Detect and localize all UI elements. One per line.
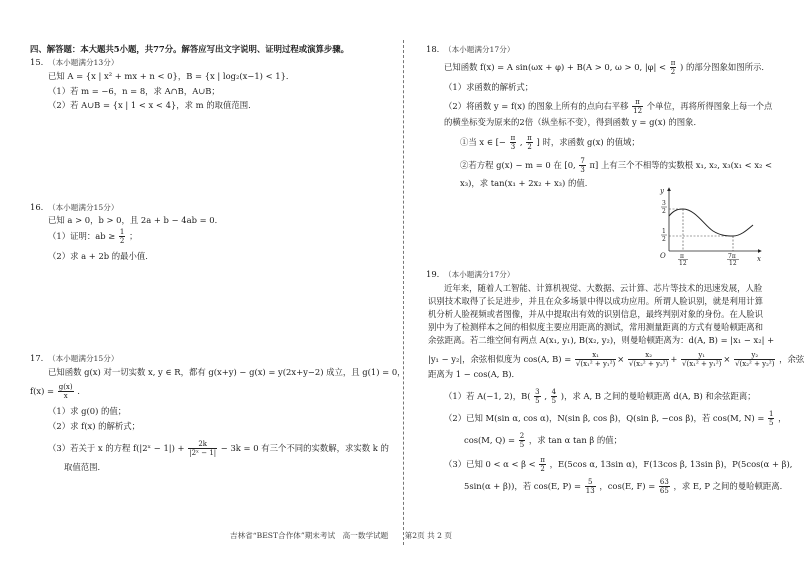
q19-part3-cont: 5sin(α + β))，若 cos(E, P) = $\frac{5}{13}$ ，cos(E, F) = $\frac{63}{65}$ ，求 E, P 之间的曼哈顿距离． <box>464 478 789 495</box>
fraction: $\frac{2k}{\text{|2ˣ − 1|}}$ <box>189 440 217 457</box>
footer-page-number: 第2页 共 2 页 <box>404 531 452 540</box>
q17-part3: （3）若关于 x 的方程 f(|2ˣ − 1|) + $\frac{2k}{\text{|2ˣ − 1|}}$ − 3k = 0 有三个不同的实数解，求实数 k 的 <box>48 440 389 457</box>
q18-number: 18. <box>426 44 440 54</box>
q17-part1: （1）求 g(0) 的值； <box>48 406 127 416</box>
q18-stem: 已知函数 f(x) = A sin(ωx + φ) + B(A > 0, ω > 0, |φ| < $\frac{\pi}{2}$ ) 的部分图象如图所示． <box>444 59 770 76</box>
q19-part2-cont: cos(M, Q) = $\frac{2}{5}$ ，求 tan α tan β 的值； <box>464 432 623 449</box>
fraction: $\frac{\pi}{2}$ <box>670 59 676 76</box>
fraction: $\frac{\pi}{2}$ <box>527 134 532 151</box>
xtick2-num: 7π <box>728 253 736 260</box>
q19-cosine-formula: |y₁ − y₂|，余弦相似度为 cos(A, B) = $\frac{\text{x₁}}{\text{√(x₁² + y₁²)}}$ × $\frac{\text{x₂}}{\text{√(x₂² + y₂²)}}$ + $\frac{\text{y₁}}{\text{√(x₁² + y₁²)}}$ × $\frac{\text{y₂}}{\text{√(x₂² + y₂²)}}$ ，余弦 <box>428 351 804 368</box>
ytick-low-den: 2 <box>662 236 666 243</box>
q17-part2: （2）求 f(x) 的解析式； <box>48 421 141 431</box>
q18-score: （本小题满分17分） <box>444 45 515 54</box>
q15-stem: 已知 A = {x | x² + mx + n < 0}，B = {x | log₂(x−1) < 1}． <box>48 71 295 81</box>
xtick1-den: 12 <box>679 260 687 267</box>
ytick-top-den: 2 <box>662 208 666 215</box>
fraction: $\frac{\text{x₂}}{\text{√(x₂² + y₂²)}}$ <box>628 351 669 368</box>
q16-part1: （1）证明：ab ≥ $\frac{1}{2}$ ； <box>48 228 138 245</box>
q19-part3: （3）已知 0 < α < β < $\frac{\pi}{2}$ ，E(5cos α, 13sin α)，F(13cos β, 13sin β)，P(5cos(α + β), <box>444 456 793 473</box>
q15-score: （本小题满分13分） <box>48 58 119 67</box>
q18-part2: （2）将函数 y = f(x) 的图象上所有的点向右平移 $\frac{\pi}{12}$ 个单位，再将所得图象上每一个点 <box>444 98 773 115</box>
q16-stem: 已知 a > 0，b > 0，且 2a + b − 4ab = 0． <box>48 215 223 225</box>
fraction: $\frac{\text{x₁}}{\text{√(x₁² + y₁²)}}$ <box>575 351 616 368</box>
q19-intro-line4: 别中为了检测样本之间的相似度主要应用距离的测试，常用测量距离的方式有曼哈顿距离和 <box>428 322 763 332</box>
fraction: $\frac{1}{2}$ <box>119 228 125 245</box>
fraction: $\frac{\pi}{2}$ <box>540 456 545 473</box>
ytick-low-num: 1 <box>662 228 666 235</box>
q19-part2: （2）已知 M(sin α, cos α)，N(sin β, cos β)，Q(sin β, −cos β)，若 cos(M, N) = $\frac{1}{5}$ ， <box>444 410 787 427</box>
sine-curve <box>669 209 753 236</box>
q16-number: 16. <box>30 202 44 212</box>
q17-stem: 已知函数 g(x) 对一切实数 x, y ∈ R，都有 g(x+y) − g(x) = y(2x+y−2) 成立，且 g(1) = 0， <box>48 367 406 377</box>
q18-part1: （1）求函数的解析式； <box>444 82 534 92</box>
fraction: $\frac{\pi}{3}$ <box>510 134 516 151</box>
fraction: $\frac{\text{y₁}}{\text{√(x₁² + y₁²)}}$ <box>682 351 722 368</box>
fraction: $\frac{4}{5}$ <box>551 388 557 405</box>
q18-part2-cont: 的横坐标变为原来的2倍（纵坐标不变），得到函数 y = g(x) 的图象． <box>444 117 702 127</box>
section-heading: 四、解答题：本大题共5小题，共77分。解答应写出文字说明、证明过程或演算步骤。 <box>30 44 349 54</box>
fraction: $\frac{2}{5}$ <box>519 432 525 449</box>
fraction: $\frac{7}{3}$ <box>580 157 585 174</box>
column-divider <box>403 40 404 545</box>
q19-score: （本小题满分17分） <box>444 270 515 279</box>
footer-exam-title: 吉林省“BEST合作体”期末考试 高一数学试题 <box>230 531 389 540</box>
xtick2-den: 12 <box>729 260 737 267</box>
q18-part2-ii: ②若方程 g(x) − m = 0 在 [0, $\frac{7}{3}$ π] 上有三个不相等的实数根 x₁, x₂, x₃(x₁ < x₂ < <box>460 157 773 174</box>
q17-number: 17. <box>30 353 44 363</box>
x-axis-label: x <box>757 255 761 263</box>
q16-score: （本小题满分15分） <box>48 203 119 212</box>
fraction: $\frac{g(x)}{x}$ <box>58 383 73 400</box>
q19-intro-line1: 近年来，随着人工智能、计算机视觉、大数据、云计算、芯片等技术的迅速发展，人脸 <box>444 283 763 293</box>
q15-number: 15. <box>30 57 44 67</box>
q19-intro-line5: 余弦距离。若二维空间有两点 A(x₁, y₁), B(x₂, y₂)，则曼哈顿距离为：d(A, B) = |x₁ − x₂| + <box>428 335 775 345</box>
fraction: $\frac{1}{5}$ <box>769 410 774 427</box>
q16-part2: （2）求 a + 2b 的最小值． <box>48 251 154 261</box>
q19-number: 19. <box>426 269 440 279</box>
origin-label: O <box>660 252 666 260</box>
q18-part2-ii-cont: x₃)，求 tan(x₁ + 2x₂ + x₃) 的值． <box>460 178 594 188</box>
fraction: $\frac{3}{5}$ <box>535 388 540 405</box>
q17-score: （本小题满分15分） <box>48 354 119 363</box>
q15-part1: （1）若 m = −6，n = 8，求 A∩B，A∪B； <box>48 86 220 96</box>
q17-part3-cont: 取值范围． <box>64 462 106 472</box>
fraction: $\frac{\pi}{12}$ <box>633 98 643 115</box>
fraction: $\frac{63}{65}$ <box>659 478 669 495</box>
q17-f-definition: f(x) = $\frac{g(x)}{x}$ . <box>30 383 80 400</box>
fraction: $\frac{\text{y₂}}{\text{√(x₂² + y₂²)}}$ <box>735 351 775 368</box>
xtick1-num: π <box>680 253 684 260</box>
q15-part2: （2）若 A∪B = {x | 1 < x < 4}，求 m 的取值范围． <box>48 100 257 110</box>
q18-graph <box>643 185 765 265</box>
q19-intro-line2: 识别技术取得了长足进步，并且在众多场景中得以成功应用。所谓人脸识别，就是利用计算 <box>428 296 763 306</box>
ytick-top-num: 3 <box>662 200 666 207</box>
q18-part2-i: ①当 x ∈ [− $\frac{\pi}{3}$ , $\frac{\pi}{2}$ ] 时，求函数 g(x) 的值域； <box>460 134 640 151</box>
fraction: $\frac{5}{13}$ <box>585 478 595 495</box>
q19-intro-line3: 机分析人脸视频或者图像，并从中提取出有效的识别信息，最终判别对象的身份。在人脸识 <box>428 309 763 319</box>
y-axis-label: y <box>660 187 664 195</box>
q19-part1: （1）若 A(−1, 2)，B( $\frac{3}{5}$ , $\frac{4}{5}$ )，求 A, B 之间的曼哈顿距离 d(A, B) 和余弦距离； <box>444 388 756 405</box>
page-footer <box>230 530 466 541</box>
right-column <box>406 0 804 561</box>
q19-distance-def: 距离为 1 − cos(A, B)． <box>428 369 520 379</box>
